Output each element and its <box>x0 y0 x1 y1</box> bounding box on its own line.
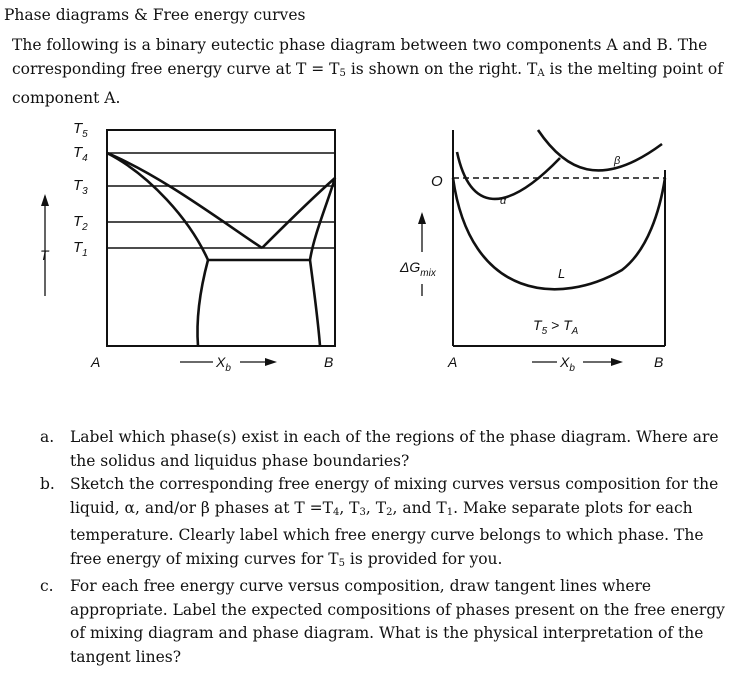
question-subscript: 3 <box>359 506 366 518</box>
t-labels <box>73 120 88 259</box>
intro-paragraph <box>12 33 732 110</box>
intro-sub-2: A <box>537 68 545 79</box>
fe-right-label: B <box>654 354 664 370</box>
question-item <box>40 575 730 669</box>
beta-curve <box>538 130 662 170</box>
t2-label: $T_2$ <box>73 213 88 233</box>
question-text: is provided for you. <box>344 549 503 568</box>
alpha-label: α <box>500 195 507 207</box>
solvus-left <box>197 260 208 346</box>
question-text: Sketch the corresponding free energy of mixing curves versus composition for the liquid, α, and/or β phases at T =T <box>70 475 719 517</box>
intro-sub-1: 5 <box>339 68 346 79</box>
temp-note: $T_5 > T_A$ <box>533 317 579 337</box>
t5-label: $T_5$ <box>73 120 88 140</box>
page-heading: Phase diagrams & Free energy curves <box>4 6 306 24</box>
question-text: For each free energy curve versus composition, draw tangent lines where appropriate. Label the expected compositions of phases present on the free energy of mixing diagram and phase diagram. What is the physical interpretation of the tangent lines? <box>70 577 725 666</box>
question-label: b. <box>40 475 55 493</box>
question-subscript: 1 <box>446 506 454 518</box>
pd-x-label: $X_b$ <box>216 354 231 374</box>
t1-label: $T_1$ <box>73 239 88 259</box>
fe-x-label: $X_b$ <box>560 354 575 374</box>
beta-label: β <box>614 155 621 167</box>
question-text: , T <box>339 498 360 517</box>
t-axis-label: T <box>40 247 49 263</box>
question-label: c. <box>40 577 54 595</box>
pd-left-label: A <box>91 354 101 370</box>
question-subscript: 2 <box>386 506 393 518</box>
phase-diagram <box>107 130 335 346</box>
question-text: , and T <box>392 498 447 517</box>
question-text: . Make separate plots for each temperature. Clearly label which free energy curve belongs to which phase. The free energy of mixing curves for T <box>70 498 704 568</box>
intro-text-2: is shown on the right. T <box>345 60 538 78</box>
alpha-curve <box>457 152 560 199</box>
pd-right-label: B <box>324 354 334 370</box>
question-item <box>40 473 730 575</box>
t-axis-arrow <box>41 194 49 296</box>
g-axis-arrow <box>418 212 426 296</box>
solidus-left <box>107 153 208 260</box>
liquid-label: L <box>558 266 566 281</box>
intro-text-1: The following is a binary eutectic phase diagram between two components A and B. The corresponding free energy curve at T = T <box>12 36 708 78</box>
free-energy-diagram <box>453 130 665 346</box>
question-text: , T <box>365 498 387 517</box>
solvus-right <box>310 260 320 346</box>
figure <box>0 100 745 390</box>
question-list <box>40 426 730 669</box>
t3-label: $T_3$ <box>73 177 88 197</box>
question-subscript: 4 <box>332 506 340 518</box>
question-subscript: 5 <box>338 557 345 569</box>
phase-diagram-frame <box>107 130 335 346</box>
question-item <box>40 426 730 473</box>
g-axis-label: $\Delta G_{mix}$ <box>400 259 436 279</box>
zero-label: O <box>431 173 443 190</box>
fe-x-arrow <box>532 358 623 366</box>
fe-left-label: A <box>448 354 458 370</box>
intro-text-3: is the melting point of component A. <box>12 60 723 107</box>
t4-label: $T_4$ <box>73 144 88 164</box>
question-label: a. <box>40 428 55 446</box>
question-text: Label which phase(s) exist in each of the regions of the phase diagram. Where are the solidus and liquidus phase boundaries? <box>70 428 719 470</box>
